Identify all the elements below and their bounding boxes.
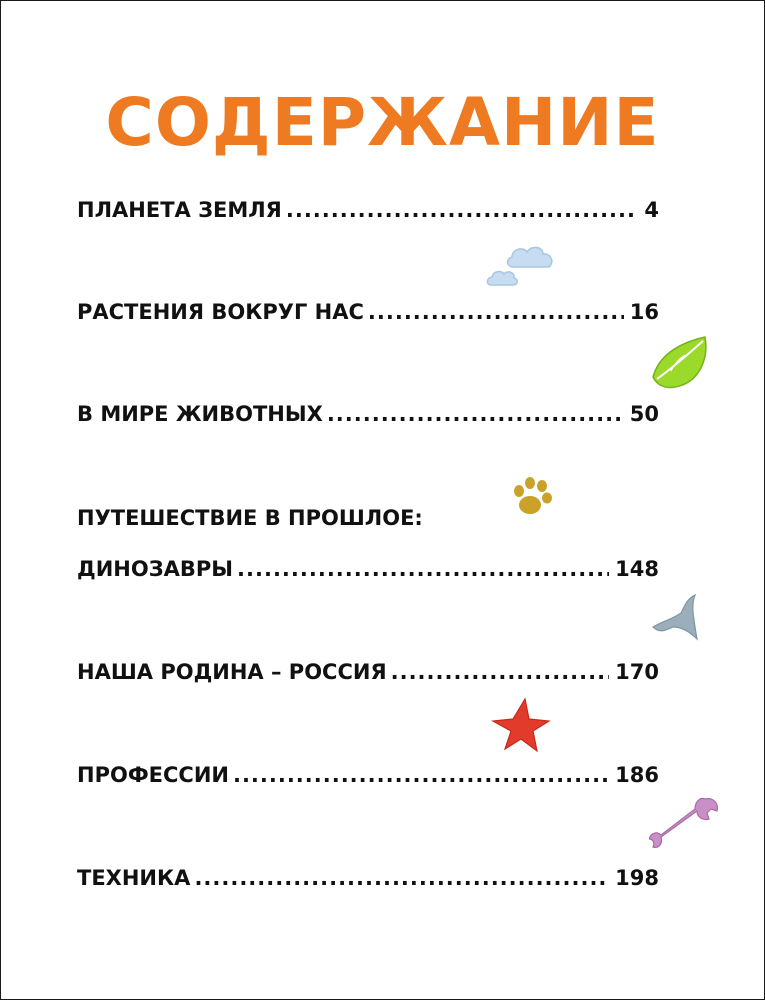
dot-leader — [368, 297, 624, 327]
toc-entry-page-number: 148 — [615, 557, 659, 581]
toc-entry-page-number: 186 — [615, 763, 659, 787]
dot-leader — [391, 657, 610, 687]
toc-entry-label: ПРОФЕССИИ — [77, 763, 229, 787]
toc-entry-label: ТЕХНИКА — [77, 866, 191, 890]
dot-leader — [194, 863, 609, 893]
toc-entry-technology[interactable] — [77, 863, 659, 893]
toc-entry-page-number: 50 — [629, 402, 659, 426]
pterodactyl-icon — [651, 593, 701, 643]
page-title: СОДЕРЖАНИЕ — [105, 84, 660, 161]
toc-entry-journey-to-past[interactable]: ПУТЕШЕСТВИЕ В ПРОШЛОЕ: — [77, 506, 423, 530]
toc-entry-label: ДИНОЗАВРЫ — [77, 557, 234, 581]
toc-entry-plants[interactable] — [77, 297, 659, 327]
dot-leader — [286, 195, 639, 225]
toc-entry-page-number: 4 — [644, 198, 659, 222]
dot-leader — [327, 399, 624, 429]
toc-entry-page-number: 16 — [629, 300, 659, 324]
toc-entry-planet-earth[interactable] — [77, 195, 659, 225]
cloud-icon — [485, 237, 565, 291]
toc-entry-russia[interactable] — [77, 657, 659, 687]
leaf-icon — [649, 333, 711, 393]
dot-leader — [237, 554, 609, 584]
toc-entry-dinosaurs[interactable] — [77, 554, 659, 584]
paw-icon — [510, 475, 556, 519]
toc-entry-label: РАСТЕНИЯ ВОКРУГ НАС — [77, 300, 364, 324]
wrench-icon — [649, 793, 721, 853]
toc-entry-page-number: 170 — [615, 660, 659, 684]
dot-leader — [233, 760, 609, 790]
toc-entry-page-number: 198 — [615, 866, 659, 890]
star-icon — [491, 697, 551, 753]
toc-entry-professions[interactable] — [77, 760, 659, 790]
toc-entry-label: В МИРЕ ЖИВОТНЫХ — [77, 402, 323, 426]
toc-entry-label: ПЛАНЕТА ЗЕМЛЯ — [77, 198, 282, 222]
toc-entry-label: НАША РОДИНА – РОССИЯ — [77, 660, 387, 684]
toc-entry-animals[interactable] — [77, 399, 659, 429]
